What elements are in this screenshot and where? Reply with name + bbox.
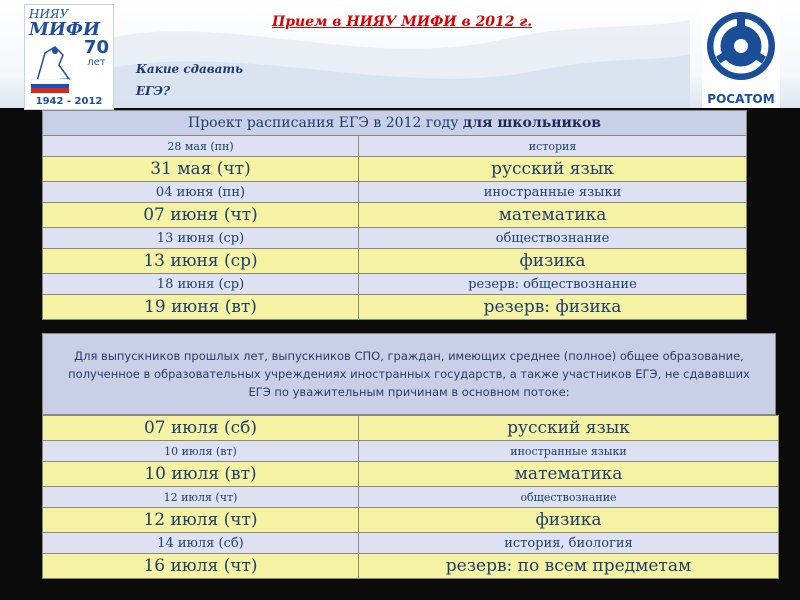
russian-flag-icon [31,79,69,93]
slide-header [0,0,800,108]
subtitle-line-1: Какие сдавать [136,62,244,76]
exam-subject: обществознание [359,228,747,249]
exam-date: 13 июня (ср) [43,249,359,274]
table-row [43,487,779,508]
exam-subject: физика [359,249,747,274]
exam-subject: иностранные языки [359,182,747,203]
table-row [43,203,747,228]
exam-subject: обществознание [359,487,779,508]
table-row [43,441,779,462]
logo-anniversary-number: 70 [83,37,109,58]
mephi-70-logo [24,4,114,110]
table-row [43,295,747,320]
subtitle-line-2: ЕГЭ? [136,84,171,98]
exam-date: 14 июля (сб) [43,533,359,554]
logo-name-main: МИФИ [29,19,101,40]
table-heading-plain: Проект расписания ЕГЭ в 2012 году [188,115,463,131]
exam-date: 12 июля (чт) [43,508,359,533]
exam-date: 07 июля (сб) [43,416,359,441]
table-row [43,416,779,441]
exam-subject: резерв: по всем предметам [359,554,779,579]
worker-figure-icon [31,43,75,83]
logo-years: 1942 - 2012 [35,96,103,107]
table-heading [43,111,747,136]
exam-subject: математика [359,203,747,228]
exam-date: 13 июня (ср) [43,228,359,249]
exam-date: 16 июля (чт) [43,554,359,579]
table-heading-bold: для школьников [462,115,602,131]
exam-date: 18 июня (ср) [43,274,359,295]
exam-date: 28 мая (пн) [43,136,359,157]
table-row [43,508,779,533]
exam-subject: физика [359,508,779,533]
table-row [43,274,747,295]
table-row [43,182,747,203]
table-row [43,533,779,554]
exam-subject: математика [359,462,779,487]
logo-anniversary [84,39,109,68]
schedule-table-graduates [42,415,779,579]
table-heading-row [43,111,747,136]
table-row [43,249,747,274]
exam-subject: русский язык [359,157,747,182]
exam-subject: резерв: обществознание [359,274,747,295]
exam-date: 19 июня (вт) [43,295,359,320]
table-row [43,554,779,579]
logo-anniversary-word: лет [87,57,106,68]
atom-emblem-icon [706,8,776,88]
exam-date: 04 июня (пн) [43,182,359,203]
logo-name-top: НИЯУ [29,7,69,21]
page-title: Прием в НИЯУ МИФИ в 2012 г. [272,14,533,30]
exam-subject: история, биология [359,533,779,554]
notice-text: Для выпускников прошлых лет, выпускников СПО, граждан, имеющих среднее (полное) общее образование, полученное в образовательных учреждениях иностранных государств, а также участников ЕГЭ, не сдававших ЕГЭ по уважительным причинам в основном потоке: [42,333,776,415]
page-subtitle [136,58,243,102]
table-row [43,136,747,157]
exam-subject: иностранные языки [359,441,779,462]
exam-date: 10 июля (вт) [43,441,359,462]
exam-date: 12 июля (чт) [43,487,359,508]
exam-subject: резерв: физика [359,295,747,320]
rosatom-logo [702,4,780,108]
exam-date: 07 июня (чт) [43,203,359,228]
exam-date: 10 июля (вт) [43,462,359,487]
table-row [43,157,747,182]
exam-subject: история [359,136,747,157]
table-row [43,462,779,487]
rosatom-label: РОСАТОМ [707,92,775,106]
exam-date: 31 мая (чт) [43,157,359,182]
table-row [43,228,747,249]
exam-subject: русский язык [359,416,779,441]
schedule-table-school [42,110,747,320]
